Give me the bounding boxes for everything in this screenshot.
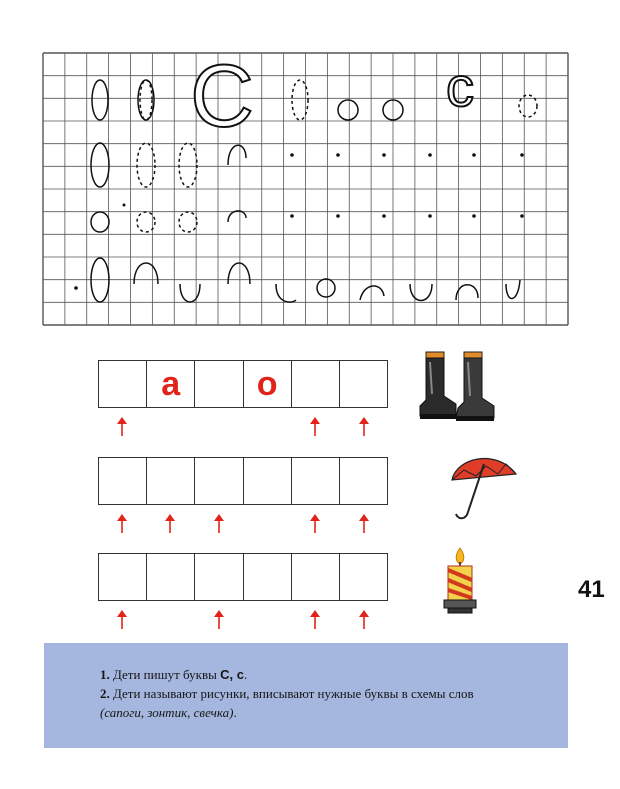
instruction-text: Дети называют рисунки, вписывают нужные буквы в схемы слов — [109, 686, 474, 701]
scheme-cell[interactable] — [195, 361, 243, 407]
word-scheme-candle — [98, 553, 388, 601]
grid-lines — [43, 53, 568, 325]
trace-c-start — [228, 211, 246, 222]
trace-lower-c — [338, 100, 358, 120]
trace-arc — [456, 285, 478, 300]
word-scheme-boots — [98, 360, 388, 408]
arrow-slot — [291, 513, 339, 535]
up-arrow-icon — [309, 513, 321, 533]
instruction-item-2 — [100, 684, 568, 703]
arrow-slot — [195, 416, 243, 438]
scheme-cell[interactable]: о — [244, 361, 292, 407]
trace-lower-c — [317, 279, 335, 297]
up-arrow-icon — [358, 513, 370, 533]
instruction-item-2-examples — [100, 703, 568, 722]
arrow-slot — [243, 609, 291, 631]
instruction-examples: (сапоги, зонтик, свечка) — [100, 705, 234, 720]
up-arrow-icon — [309, 609, 321, 629]
arrow-slot — [340, 416, 388, 438]
trace-arc — [276, 284, 296, 302]
trace-arc — [134, 263, 158, 284]
scheme-cell[interactable] — [99, 361, 147, 407]
scheme-cell[interactable] — [292, 458, 340, 504]
up-arrow-icon — [116, 513, 128, 533]
instruction-number: 1. — [100, 667, 110, 682]
scheme-cell[interactable] — [292, 554, 340, 600]
letter-traces — [91, 46, 537, 302]
instructions-panel — [44, 643, 568, 748]
trace-arc — [180, 284, 200, 302]
arrow-slot — [195, 513, 243, 535]
up-arrow-icon — [164, 513, 176, 533]
guide-dots — [74, 153, 524, 290]
big-upper-letter: С — [190, 46, 254, 145]
instruction-punct: . — [243, 667, 248, 682]
instruction-text: Дети пишут буквы — [109, 667, 221, 682]
arrow-slot — [291, 416, 339, 438]
trace-lower-c — [91, 212, 109, 232]
scheme-cell[interactable] — [340, 554, 387, 600]
trace-arc — [360, 286, 384, 300]
trace-arc — [410, 284, 432, 301]
up-arrow-icon — [309, 416, 321, 436]
arrow-slot — [146, 609, 194, 631]
scheme-cell[interactable]: а — [147, 361, 195, 407]
scheme-cell[interactable] — [147, 554, 195, 600]
candle-icon — [440, 546, 480, 616]
arrow-slot — [195, 609, 243, 631]
scheme-cell[interactable] — [195, 458, 243, 504]
scheme-cell[interactable] — [244, 458, 292, 504]
scheme-cell[interactable] — [244, 554, 292, 600]
arrow-slot — [98, 609, 146, 631]
arrow-slot — [98, 513, 146, 535]
arrow-row — [98, 416, 388, 438]
up-arrow-icon — [116, 416, 128, 436]
arrow-slot — [243, 513, 291, 535]
up-arrow-icon — [358, 609, 370, 629]
arrow-slot — [146, 416, 194, 438]
page-number: 41 — [578, 576, 605, 603]
trace-arc — [506, 280, 520, 299]
trace-arc — [228, 263, 250, 284]
instruction-letters: С, с — [220, 667, 244, 682]
arrow-slot — [146, 513, 194, 535]
scheme-cell[interactable] — [195, 554, 243, 600]
up-arrow-icon — [213, 609, 225, 629]
scheme-cell[interactable] — [340, 361, 387, 407]
instruction-punct: . — [233, 705, 237, 720]
handwriting-grid — [0, 0, 620, 340]
umbrella-icon — [446, 450, 522, 522]
up-arrow-icon — [116, 609, 128, 629]
big-lower-letter: с — [446, 55, 474, 118]
trace-lower-c-dashed — [179, 212, 197, 232]
scheme-cell[interactable] — [99, 458, 147, 504]
scheme-cell[interactable] — [292, 361, 340, 407]
arrow-row — [98, 513, 388, 535]
arrow-slot — [291, 609, 339, 631]
trace-upper-c-dashed — [179, 143, 197, 187]
trace-c-start — [228, 145, 246, 165]
arrow-slot — [340, 513, 388, 535]
arrow-slot — [243, 416, 291, 438]
instruction-item-1 — [100, 665, 568, 684]
word-scheme-umbrella — [98, 457, 388, 505]
up-arrow-icon — [358, 416, 370, 436]
boots-icon — [412, 346, 498, 426]
trace-upper-c-solid — [92, 80, 108, 120]
scheme-cell[interactable] — [147, 458, 195, 504]
trace-upper-c-dashed — [140, 80, 152, 120]
instruction-number: 2. — [100, 686, 110, 701]
scheme-cell[interactable] — [99, 554, 147, 600]
arrow-slot — [340, 609, 388, 631]
arrow-row — [98, 609, 388, 631]
scheme-cell[interactable] — [340, 458, 387, 504]
up-arrow-icon — [213, 513, 225, 533]
arrow-slot — [98, 416, 146, 438]
trace-upper-c — [91, 143, 109, 187]
